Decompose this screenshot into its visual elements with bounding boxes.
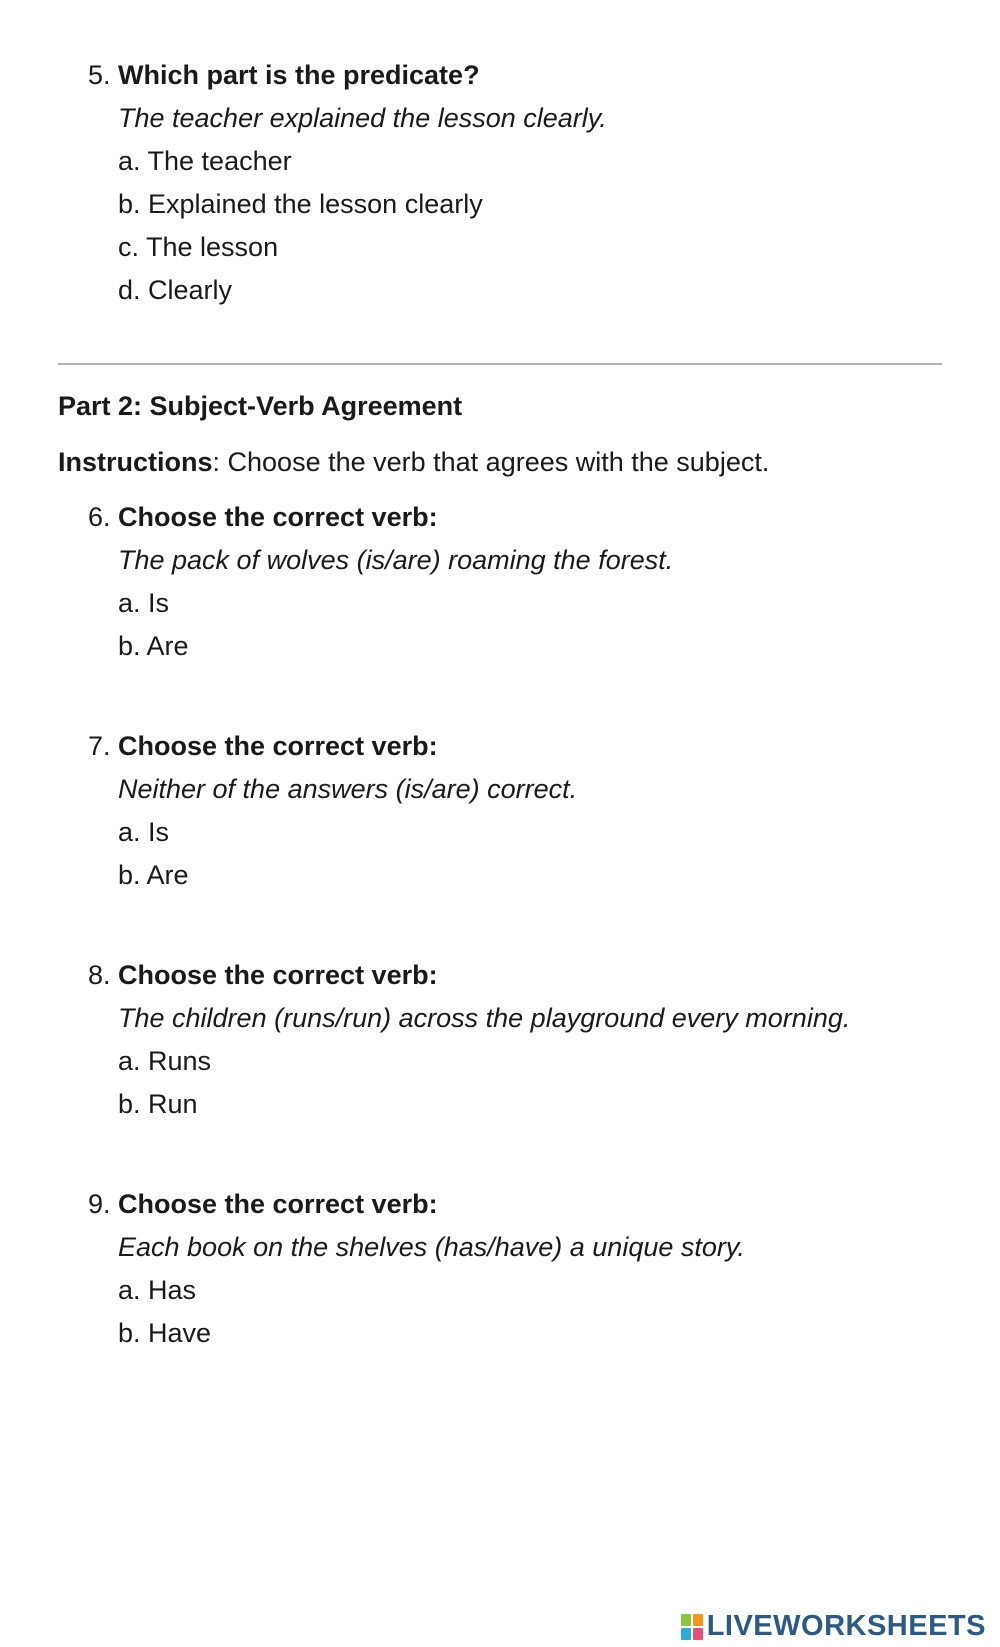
answer-option-a[interactable]: a. Is: [118, 817, 170, 847]
liveworksheets-logo-icon: [681, 1614, 703, 1640]
logo-square-3: [681, 1628, 691, 1640]
logo-square-1: [681, 1614, 691, 1626]
answer-option-b[interactable]: b. Run: [118, 1089, 198, 1119]
question-6: [88, 496, 968, 668]
question-number: 8.: [88, 960, 111, 990]
question-sentence: Each book on the shelves (has/have) a unique story.: [118, 1232, 745, 1262]
section-divider: [58, 363, 942, 365]
instructions: [58, 441, 769, 484]
question-title: Choose the correct verb:: [118, 1189, 438, 1219]
answer-options: [88, 582, 968, 668]
question-number: 6.: [88, 502, 111, 532]
section-title: Part 2: Subject-Verb Agreement: [58, 391, 463, 421]
logo-square-2: [693, 1614, 703, 1626]
question-title: Choose the correct verb:: [118, 731, 438, 761]
answer-option-d[interactable]: d. Clearly: [118, 275, 233, 305]
answer-option-a[interactable]: a. Has: [118, 1275, 197, 1305]
question-number: 9.: [88, 1189, 111, 1219]
answer-option-b[interactable]: b. Explained the lesson clearly: [118, 189, 483, 219]
question-title: Choose the correct verb:: [118, 960, 438, 990]
question-sentence: The children (runs/run) across the playground every morning.: [118, 1003, 851, 1033]
question-number: 7.: [88, 731, 111, 761]
answer-option-b[interactable]: b. Have: [118, 1318, 212, 1348]
answer-options: [88, 140, 968, 312]
answer-options: [88, 1040, 968, 1126]
instructions-label: Instructions: [58, 447, 213, 477]
answer-option-b[interactable]: b. Are: [118, 860, 189, 890]
answer-option-a[interactable]: a. Is: [118, 588, 170, 618]
question-sentence: The teacher explained the lesson clearly.: [118, 103, 607, 133]
liveworksheets-logo: [681, 1612, 986, 1641]
question-title: Choose the correct verb:: [118, 502, 438, 532]
answer-options: [88, 1269, 968, 1355]
question-5: [88, 54, 968, 312]
question-sentence: The pack of wolves (is/are) roaming the forest.: [118, 545, 674, 575]
question-9: [88, 1183, 968, 1355]
question-8: [88, 954, 968, 1126]
question-sentence: Neither of the answers (is/are) correct.: [118, 774, 578, 804]
question-7: [88, 725, 968, 897]
question-title: Which part is the predicate?: [118, 60, 480, 90]
answer-option-a[interactable]: a. Runs: [118, 1046, 212, 1076]
question-number: 5.: [88, 60, 111, 90]
logo-text: LIVEWORKSHEETS: [706, 1610, 986, 1642]
instructions-text: : Choose the verb that agrees with the subject.: [212, 447, 770, 477]
answer-options: [88, 811, 968, 897]
answer-option-a[interactable]: a. The teacher: [118, 146, 292, 176]
answer-option-b[interactable]: b. Are: [118, 631, 189, 661]
answer-option-c[interactable]: c. The lesson: [118, 232, 279, 262]
logo-square-4: [693, 1628, 703, 1640]
